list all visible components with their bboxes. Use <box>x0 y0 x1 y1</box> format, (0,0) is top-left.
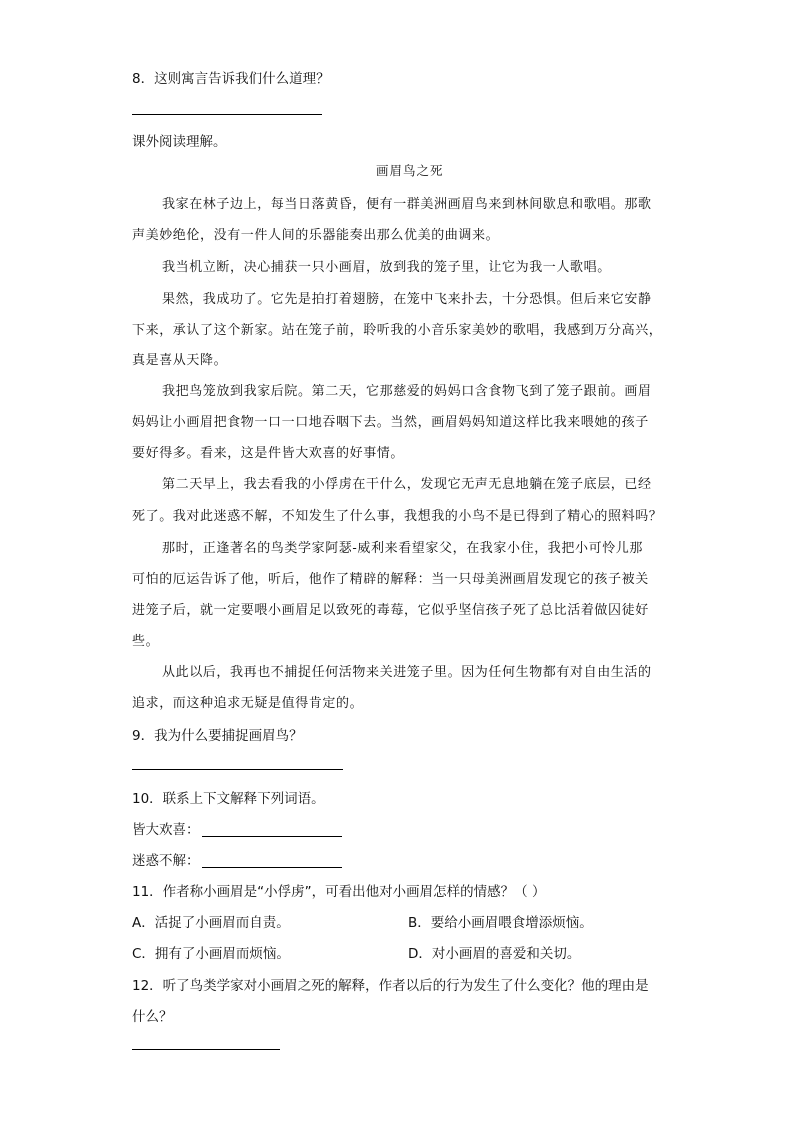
story-line: 可怕的厄运告诉了他，听后，他作了精辟的解释：当一只母美洲画眉发现它的孩子被关 <box>132 572 649 587</box>
term-label: 迷惑不解： <box>132 853 200 869</box>
story-line: 真是喜从天降。 <box>132 353 228 368</box>
question-10: 10．联系上下文解释下列词语。 <box>132 791 325 807</box>
question-12-line-1: 12．听了鸟类学家对小画眉之死的解释，作者以后的行为发生了什么变化？他的理由是 <box>132 978 649 994</box>
story-line: 我家在林子边上，每当日落黄昏，便有一群美洲画眉鸟来到林间歇息和歌唱。那歌 <box>162 197 652 212</box>
story-title: 画眉鸟之死 <box>376 163 444 178</box>
question-12-line-2: 什么？ <box>132 1009 173 1025</box>
story-line: 进笼子后，就一定要喂小画眉足以致死的毒莓，它似乎坚信孩子死了总比活着做囚徒好 <box>132 603 649 618</box>
answer-line-q8[interactable] <box>132 114 322 115</box>
question-8: 8．这则寓言告诉我们什么道理？ <box>132 71 330 87</box>
story-line: 第二天早上，我去看我的小俘虏在干什么，发现它无声无息地躺在笼子底层，已经 <box>162 477 652 492</box>
story-line: 从此以后，我再也不捕捉任何活物来关进笼子里。因为任何生物都有对自由生活的 <box>162 665 652 680</box>
question-9: 9．我为什么要捕捉画眉鸟？ <box>132 728 303 744</box>
term-row-1 <box>132 818 342 838</box>
story-line: 我当机立断，决心捕获一只小画眉，放到我的笼子里，让它为我一人歌唱。 <box>162 260 611 275</box>
answer-line-q9[interactable] <box>132 769 343 770</box>
story-line: 要好得多。看来，这是件皆大欢喜的好事情。 <box>132 446 405 461</box>
option-c[interactable]: C．拥有了小画眉而烦恼。 <box>132 946 290 962</box>
story-line: 那时，正逢著名的鸟类学家阿瑟-威利来看望家父，在我家小住，我把小可怜儿那 <box>162 541 643 556</box>
story-line: 果然，我成功了。它先是拍打着翅膀，在笼中飞来扑去，十分恐惧。但后来它安静 <box>162 292 652 307</box>
story-line: 我把鸟笼放到我家后院。第二天，它那慈爱的妈妈口含食物飞到了笼子跟前。画眉 <box>162 384 652 399</box>
story-line: 妈妈让小画眉把食物一口一口地吞咽下去。当然，画眉妈妈知道这样比我来喂她的孩子 <box>132 415 649 430</box>
story-line: 追求，而这种追求无疑是值得肯定的。 <box>132 696 364 711</box>
term-label: 皆大欢喜： <box>132 822 200 838</box>
story-line: 声美妙绝伦，没有一件人间的乐器能奏出那么优美的曲调来。 <box>132 228 500 243</box>
term-row-2 <box>132 849 342 869</box>
story-line: 下来，承认了这个新家。站在笼子前，聆听我的小音乐家美妙的歌唱，我感到万分高兴， <box>132 323 663 338</box>
story-line: 死了。我对此迷惑不解，不知发生了什么事，我想我的小鸟不是已得到了精心的照料吗？ <box>132 509 663 524</box>
option-d[interactable]: D．对小画眉的喜爱和关切。 <box>408 946 581 962</box>
answer-blank-term2[interactable] <box>202 853 342 868</box>
section-label: 课外阅读理解。 <box>132 134 227 150</box>
story-line: 些。 <box>132 634 160 649</box>
question-11: 11．作者称小画眉是“小俘虏”，可看出他对小画眉怎样的情感？（ ） <box>132 884 546 900</box>
answer-line-q12[interactable] <box>132 1049 280 1050</box>
answer-blank-term1[interactable] <box>202 822 342 837</box>
option-b[interactable]: B．要给小画眉喂食增添烦恼。 <box>408 915 593 931</box>
option-a[interactable]: A．活捉了小画眉而自责。 <box>132 915 290 931</box>
